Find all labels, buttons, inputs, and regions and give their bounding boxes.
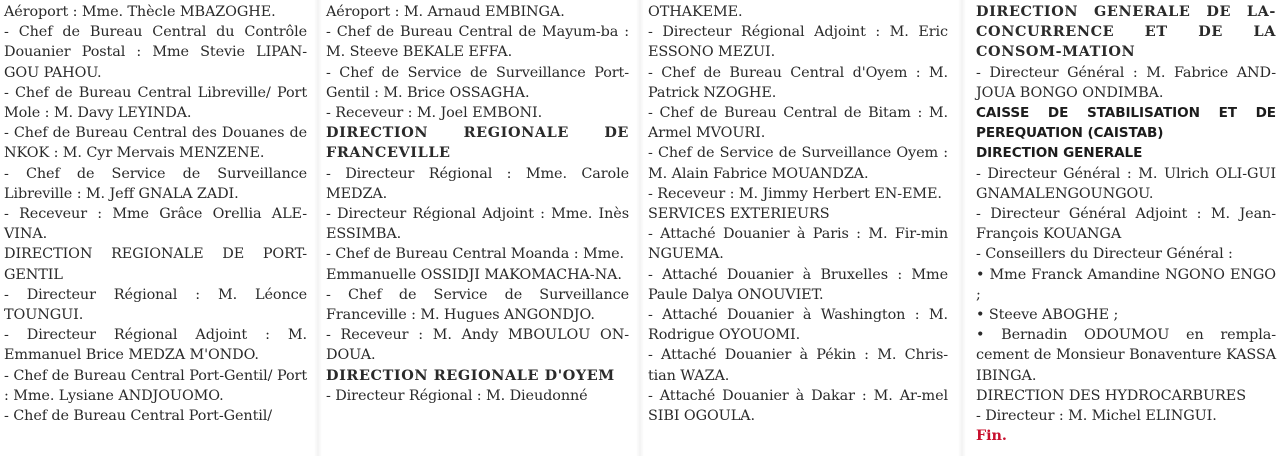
paragraph: - Chef de Bureau Central d'Oyem : M. Patrick NZOGHE. bbox=[648, 64, 948, 101]
section-heading: DIRECTION GENERALE DE LA-CONCURRENCE ET DE LA CONSOM-MATION bbox=[976, 3, 1276, 61]
section-heading: DIRECTION REGIONALE D'OYEM bbox=[326, 366, 615, 384]
paragraph: - Directeur Régional Adjoint : Mme. Inès ESSIMBA. bbox=[326, 206, 629, 243]
section-heading: DIRECTION GENERALE bbox=[976, 145, 1143, 162]
paragraph: - Chef de Bureau Central Port-Gentil/ bbox=[4, 408, 273, 425]
list-item: • Mme Franck Amandine NGONO ENGO ; bbox=[976, 266, 1276, 303]
end-marker: Fin. bbox=[976, 427, 1007, 445]
paragraph: - Chef de Service de Surveillance Franceville : M. Hugues ANGONDJO. bbox=[326, 286, 629, 324]
paragraph: - Directeur Général : M. Ulrich OLI-GUI GNAMALENGOUNGOU. bbox=[976, 165, 1276, 202]
paragraph: - Chef de Bureau Central Libreville/ Port Mole : M. Davy LEYINDA. bbox=[4, 84, 307, 122]
paragraph: - Conseillers du Directeur Général : bbox=[976, 246, 1233, 263]
text-column-4 bbox=[976, 2, 1276, 446]
paragraph: - Directeur Régional : M. Dieudonné bbox=[326, 387, 588, 404]
column-gutter bbox=[958, 0, 966, 456]
paragraph: - Chef de Bureau Central des Douanes de NKOK : M. Cyr Mervais MENZENE. bbox=[4, 125, 307, 162]
text-column-2 bbox=[326, 2, 629, 406]
column-gutter bbox=[314, 0, 322, 456]
paragraph: - Directeur Général Adjoint : M. Jean-François KOUANGA bbox=[976, 206, 1276, 243]
paragraph: - Directeur Régional : Mme. Carole MEDZA. bbox=[326, 165, 629, 202]
paragraph: - Chef de Service de Surveillance Port-Gentil : M. Brice OSSAGHA. bbox=[326, 64, 629, 101]
paragraph: - Directeur Général : M. Fabrice AND-JOUA BONGO ONDIMBA. bbox=[976, 64, 1276, 101]
paragraph: - Chef de Bureau Central Moanda : Mme. bbox=[326, 246, 625, 263]
section-heading: SERVICES EXTERIEURS bbox=[648, 206, 830, 223]
paragraph: - Receveur : Mme Grâce Orellia ALE-VINA. bbox=[4, 206, 307, 243]
paragraph: - Attaché Douanier à Dakar : M. Ar-mel SIBI OGOULA. bbox=[648, 387, 948, 425]
list-item: • Bernadin ODOUMOU en rempla-cement de Monsieur Bonaventure KASSA IBINGA. bbox=[976, 327, 1276, 384]
paragraph: - Chef de Bureau Central de Mayum-ba : M. Steeve BEKALE EFFA. bbox=[326, 24, 629, 61]
section-heading: DIRECTION REGIONALE DE FRANCEVILLE bbox=[326, 124, 629, 162]
paragraph: - Chef de Service de Surveillance Oyem : M. Alain Fabrice MOUANDZA. bbox=[648, 145, 948, 182]
section-heading: DIRECTION DES HYDROCARBURES bbox=[976, 387, 1246, 404]
paragraph: - Receveur : M. Joel EMBONI. bbox=[326, 105, 543, 122]
list-item: • Steeve ABOGHE ; bbox=[976, 307, 1119, 324]
section-heading: CAISSE DE STABILISATION ET DE PEREQUATION (CAISTAB) bbox=[976, 105, 1276, 142]
paragraph: - Attaché Douanier à Paris : M. Fir-min NGUEMA. bbox=[648, 226, 948, 263]
text-column-3 bbox=[648, 2, 948, 426]
paragraph: - Directeur Régional : M. Léonce TOUNGUI. bbox=[4, 286, 307, 324]
paragraph: OTHAKEME. bbox=[648, 4, 743, 20]
paragraph: - Chef de Bureau Central de Bitam : M. Armel MVOURI. bbox=[648, 105, 948, 142]
paragraph: - Attaché Douanier à Pékin : M. Chris-tian WAZA. bbox=[648, 347, 948, 384]
paragraph: - Directeur : M. Michel ELINGUI. bbox=[976, 408, 1217, 425]
paragraph: Aéroport : Mme. Thècle MBAZOGHE. bbox=[4, 4, 276, 20]
paragraph: - Directeur Régional Adjoint : M. Emmanuel Brice MEDZA M'ONDO. bbox=[4, 327, 307, 364]
paragraph: - Receveur : M. Andy MBOULOU ON-DOUA. bbox=[326, 327, 629, 364]
paragraph: - Directeur Régional Adjoint : M. Eric ESSONO MEZUI. bbox=[648, 24, 948, 61]
column-gutter bbox=[636, 0, 644, 456]
section-heading: DIRECTION REGIONALE DE PORT-GENTIL bbox=[4, 246, 307, 283]
paragraph: - Chef de Bureau Central Port-Gentil/ Port : Mme. Lysiane ANDJOUOMO. bbox=[4, 367, 307, 404]
text-column-1 bbox=[4, 2, 307, 426]
paragraph: - Receveur : M. Jimmy Herbert EN-EME. bbox=[648, 185, 942, 202]
paragraph: Emmanuelle OSSIDJI MAKOMACHA-NA. bbox=[326, 266, 622, 283]
paragraph: - Attaché Douanier à Bruxelles : Mme Paule Dalya ONOUVIET. bbox=[648, 266, 948, 303]
paragraph: - Chef de Service de Surveillance Libreville : M. Jeff GNALA ZADI. bbox=[4, 165, 307, 202]
paragraph: - Chef de Bureau Central du Contrôle Douanier Postal : Mme Stevie LIPAN-GOU PAHOU. bbox=[4, 24, 307, 81]
paragraph: Aéroport : M. Arnaud EMBINGA. bbox=[326, 4, 565, 20]
paragraph: - Attaché Douanier à Washington : M. Rodrigue OYOUOMI. bbox=[648, 307, 948, 344]
